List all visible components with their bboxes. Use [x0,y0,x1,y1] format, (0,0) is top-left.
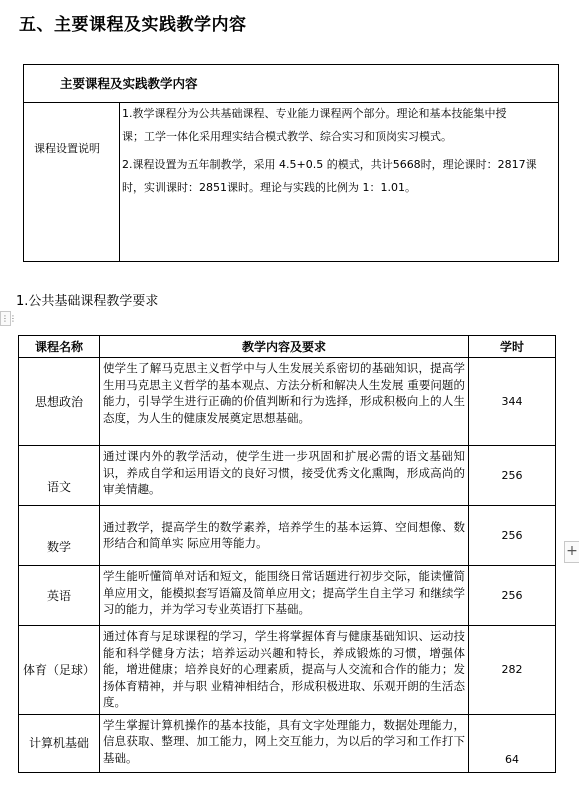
table-header-row [19,336,556,358]
section-heading: 1.公共基础课程教学要求 [16,294,159,309]
course-name: 数学 [19,506,100,566]
table-row [19,446,556,506]
table-move-handle-icon[interactable]: ⋮⋮ [0,311,11,326]
setup-paragraph-2-line-1: 2.课程设置为五年制教学，采用 4.5+0.5 的模式，共计5668时，理论课时：2817课 [122,158,537,171]
course-hours: 282 [469,626,556,715]
header-hours: 学时 [469,336,556,358]
setup-paragraph-2 [122,153,558,199]
table-row [19,566,556,626]
course-name: 计算机基础 [19,714,100,772]
setup-paragraph-1-line-2: 课；工学一体化采用理实结合模式教学、综合实习和顶岗实习模式。 [122,130,452,143]
setup-paragraph-1-line-1: 1.教学课程分为公共基础课程、专业能力课程两个部分。理论和基本技能集中授 [122,107,507,120]
public-courses-table [18,335,556,773]
course-setup-table [23,64,559,262]
course-name: 英语 [19,566,100,626]
course-content: 通过教学，提高学生的数学素养，培养学生的基本运算、空间想像、数形结合和简单实 际应用等能力。 [100,506,469,566]
setup-label: 课程设置说明 [34,142,100,155]
setup-label-cell [24,102,120,261]
table-header-text: 主要课程及实践教学内容 [60,76,198,91]
setup-paragraph-1 [122,102,558,148]
setup-paragraph-2-line-2: 时，实训课时：2851课时。理论与实践的比例为 1：1.01。 [122,181,416,194]
page-title: 五、主要课程及实践教学内容 [19,15,247,35]
table-row [19,358,556,446]
header-course-name: 课程名称 [19,336,100,358]
course-name: 语文 [19,446,100,506]
course-content: 学生掌握计算机操作的基本技能，具有文字处理能力，数据处理能力，信息获取、整理、加工能力，网上交互能力，为以后的学习和工作打下基础。 [100,714,469,772]
course-hours: 256 [469,446,556,506]
course-content: 通过体育与足球课程的学习，学生将掌握体育与健康基础知识、运动技能和科学健身方法；培养运动兴趣和特长，养成锻炼的习惯，增强体能，增进健康；培养良好的心理素质，提高与人交流和合作的能力；发扬体育精神，并与职 业精神相结合，形成积极进取、乐观开朗的生活态度。 [100,626,469,715]
table-header-row [24,65,558,103]
course-hours: 256 [469,506,556,566]
course-content: 通过课内外的教学活动，使学生进一步巩固和扩展必需的语文基础知识，养成自学和运用语文的良好习惯，接受优秀文化熏陶，形成高尚的审美情趣。 [100,446,469,506]
course-hours: 64 [469,714,556,772]
course-hours: 344 [469,358,556,446]
course-content: 使学生了解马克思主义哲学中与人生发展关系密切的基础知识，提高学生用马克思主义哲学的基本观点、方法分析和解决人生发展 重要问题的能力，引导学生进行正确的价值判断和行为选择，形成积极向上的人生态度，为人生的健康发展奠定思想基础。 [100,358,469,446]
table-row [19,506,556,566]
header-content: 教学内容及要求 [100,336,469,358]
course-hours: 256 [469,566,556,626]
course-name: 体育（足球） [19,626,100,715]
setup-description-cell [120,102,558,261]
table-row [19,626,556,715]
table-row [19,714,556,772]
course-name: 思想政治 [19,358,100,446]
add-row-plus-icon[interactable]: + [564,541,579,563]
course-content: 学生能听懂简单对话和短文，能围绕日常话题进行初步交际，能读懂简单应用文，能模拟套写语篇及简单应用文；提高学生自主学习 和继续学习的能力，并为学习专业英语打下基础。 [100,566,469,626]
